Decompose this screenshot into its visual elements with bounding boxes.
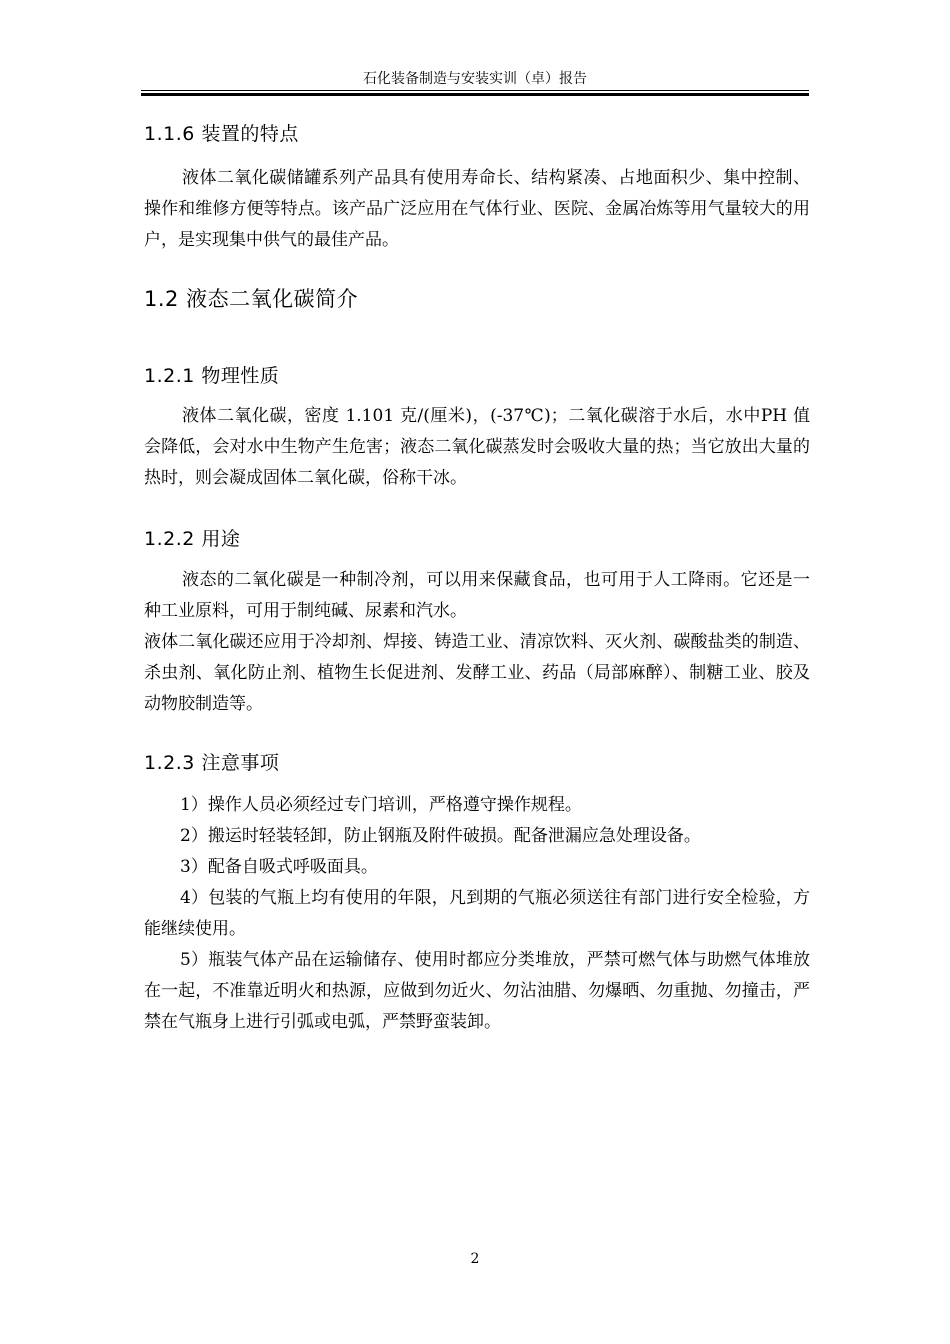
heading-1-1-6: 1.1.6 装置的特点 xyxy=(144,123,299,145)
paragraph-device-features: 液体二氧化碳储罐系列产品具有使用寿命长、结构紧凑、占地面积少、集中控制、操作和维修方便等特点。该产品广泛应用在气体行业、医院、金属冶炼等用气量较大的用户，是实现集中供气的最佳产品。 xyxy=(144,168,810,250)
paragraph-uses-1: 液态的二氧化碳是一种制冷剂，可以用来保藏食品，也可用于人工降雨。它还是一种工业原料，可用于制纯碱、尿素和汽水。 xyxy=(144,570,810,621)
heading-1-2-3: 1.2.3 注意事项 xyxy=(144,752,280,774)
heading-1-2-2: 1.2.2 用途 xyxy=(144,528,241,550)
page-number: 2 xyxy=(470,1251,480,1267)
list-item: 5）瓶装气体产品在运输储存、使用时都应分类堆放，严禁可燃气体与助燃气体堆放在一起，不准靠近明火和热源，应做到勿近火、勿沾油腊、勿爆晒、勿重抛、勿撞击，严禁在气瓶身上进行引弧或电弧，严禁野蛮装卸。 xyxy=(144,950,810,1032)
list-item: 1）操作人员必须经过专门培训，严格遵守操作规程。 xyxy=(180,795,582,815)
heading-1-2: 1.2 液态二氧化碳简介 xyxy=(144,287,359,311)
list-item: 4）包装的气瓶上均有使用的年限，凡到期的气瓶必须送往有部门进行安全检验，方能继续使用。 xyxy=(144,888,810,939)
list-item: 2）搬运时轻装轻卸，防止钢瓶及附件破损。配备泄漏应急处理设备。 xyxy=(180,826,701,846)
header-rule xyxy=(141,90,809,96)
precautions-list xyxy=(144,790,810,1038)
running-header: 石化装备制造与安装实训（卓）报告 xyxy=(363,71,587,87)
paragraph-uses-2: 液体二氧化碳还应用于冷却剂、焊接、铸造工业、清凉饮料、灭火剂、碳酸盐类的制造、杀虫剂、氧化防止剂、植物生长促进剂、发酵工业、药品（局部麻醉）、制糖工业、胶及动物胶制造等。 xyxy=(144,632,810,714)
heading-1-2-1: 1.2.1 物理性质 xyxy=(144,365,280,387)
list-item: 3）配备自吸式呼吸面具。 xyxy=(180,857,378,877)
paragraph-physical-properties: 液体二氧化碳，密度 1.101 克/(厘米)，(-37℃)；二氧化碳溶于水后，水中PH 值会降低，会对水中生物产生危害；液态二氧化碳蒸发时会吸收大量的热；当它放出大量的热时，则会凝成固体二氧化碳，俗称干冰。 xyxy=(144,406,810,488)
